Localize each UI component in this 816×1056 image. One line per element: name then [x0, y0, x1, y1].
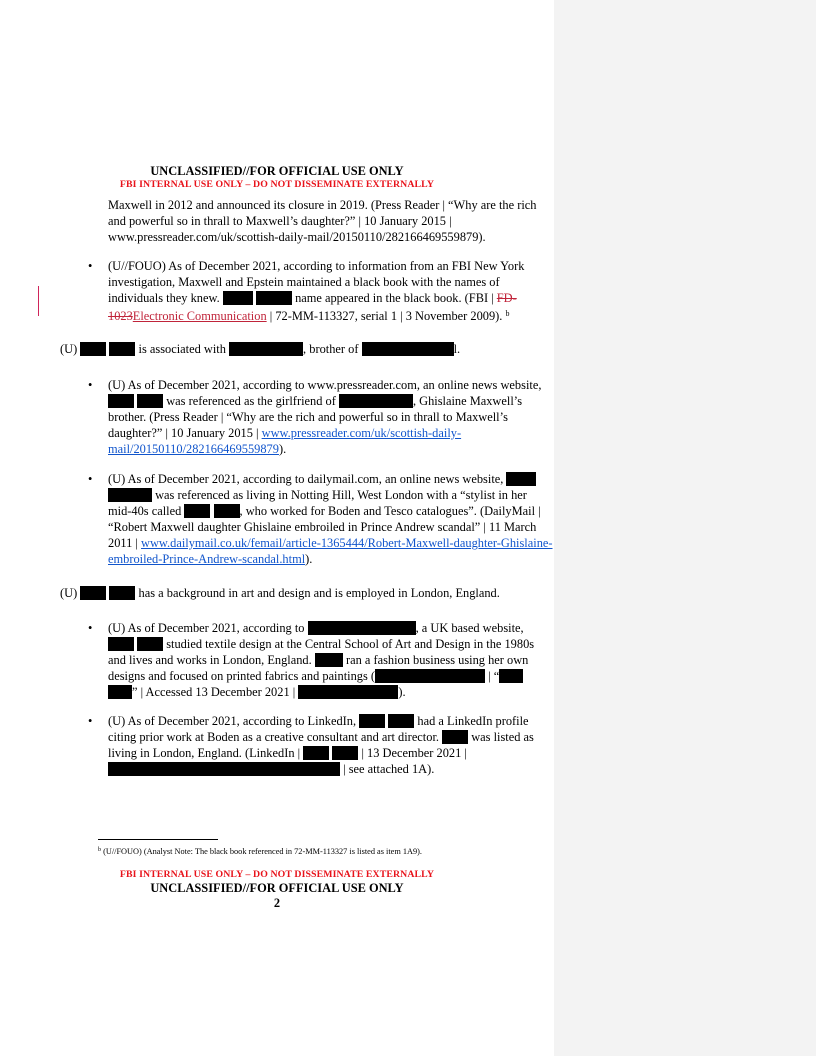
- bullet2-line: [108, 393, 522, 409]
- bullet1-line: [108, 290, 517, 306]
- bullet2-line: brother. (Press Reader | “Why are the rich and powerful so in thrall to Maxwell’s: [108, 410, 508, 424]
- redaction-block: [214, 504, 240, 518]
- redaction-block: [109, 342, 135, 356]
- bullet3-line: [108, 551, 312, 567]
- section1-heading: [60, 341, 460, 357]
- bullet5-text: | see attached 1A).: [343, 762, 435, 776]
- bullet3-text: 2011 |: [108, 536, 138, 550]
- bullet1-line: investigation, Maxwell and Epstein maintained a black book with the names of: [108, 275, 500, 289]
- bullet4-text: studied textile design at the Central School of Art and Design in the 1980s: [166, 637, 535, 651]
- section1-text: is associated with: [138, 342, 226, 356]
- bullet3-line: [108, 503, 541, 519]
- bullet2-text: ).: [278, 442, 287, 456]
- bullet3-line: “Robert Maxwell daughter Ghislaine embroiled in Prince Andrew scandal” | 11 March: [108, 520, 537, 534]
- redaction-block: [137, 637, 163, 651]
- bullet1-line: (U//FOUO) As of December 2021, according to information from an FBI New York: [108, 259, 525, 273]
- pressreader-link[interactable]: mail/20150110/282166469559879: [108, 442, 279, 456]
- redaction-block: [137, 394, 163, 408]
- bullet5-line: [108, 729, 534, 745]
- page-number: 2: [273, 896, 281, 910]
- redaction-block: [108, 685, 132, 699]
- tracked-deletion: FD-: [496, 291, 517, 305]
- section2-heading: [60, 585, 500, 601]
- bullet-marker: •: [88, 621, 93, 635]
- comments-pane-background: [554, 0, 816, 1056]
- bullet5-line: [108, 745, 467, 761]
- redaction-block: [315, 653, 343, 667]
- bullet3-text: , who worked for Boden and Tesco catalogues”. (DailyMail |: [239, 504, 541, 518]
- footnote-separator: [98, 839, 218, 840]
- bullet2-text: daughter?” | 10 January 2015 |: [108, 426, 259, 440]
- redaction-block: [108, 762, 340, 776]
- bullet4-text: , a UK based website,: [415, 621, 524, 635]
- footnote-reference[interactable]: b: [505, 309, 510, 318]
- bullet5-text: (U) As of December 2021, according to LinkedIn,: [108, 714, 357, 728]
- bullet2-line: (U) As of December 2021, according to www.pressreader.com, an online news website,: [108, 378, 542, 392]
- bullet4-line: [108, 620, 524, 636]
- redaction-block: [298, 685, 398, 699]
- bullet-marker: •: [88, 472, 93, 486]
- redaction-block: [339, 394, 413, 408]
- bullet1-text: | 72-MM-113327, serial 1 | 3 November 2009).: [269, 309, 503, 323]
- bullet3-line: [108, 471, 536, 487]
- redaction-block: [359, 714, 385, 728]
- bullet4-line: [108, 684, 406, 700]
- redaction-block: [332, 746, 358, 760]
- redaction-block: [499, 669, 523, 683]
- redaction-block: [388, 714, 414, 728]
- bullet5-text: had a LinkedIn profile: [417, 714, 529, 728]
- dailymail-link[interactable]: embroiled-Prince-Andrew-scandal.html: [108, 552, 306, 566]
- bullet4-text: | “: [488, 669, 500, 683]
- footnote-marker: b: [98, 847, 101, 853]
- footer-classification: UNCLASSIFIED//FOR OFFICIAL USE ONLY: [150, 881, 404, 895]
- redaction-block: [108, 394, 134, 408]
- redaction-block: [184, 504, 210, 518]
- bullet2-text: , Ghislaine Maxwell’s: [412, 394, 523, 408]
- section-prefix: (U): [60, 342, 78, 356]
- redaction-block: [506, 472, 536, 486]
- redaction-block: [362, 342, 454, 356]
- bullet4-line: [108, 636, 534, 652]
- tracked-deletion: 1023: [108, 309, 133, 323]
- footnote-text: (U//FOUO) (Analyst Note: The black book referenced in 72-MM-113327 is listed as item 1A9).: [103, 847, 422, 856]
- section2-text: has a background in art and design and is employed in London, England.: [138, 586, 500, 600]
- bullet-marker: •: [88, 378, 93, 392]
- bullet4-text: ).: [398, 685, 406, 699]
- bullet4-text: (U) As of December 2021, according to: [108, 621, 305, 635]
- redaction-block: [109, 586, 135, 600]
- footer-dissemination: FBI INTERNAL USE ONLY – DO NOT DISSEMINATE EXTERNALLY: [119, 869, 435, 880]
- footnote: [98, 847, 422, 856]
- bullet5-text: was listed as: [471, 730, 534, 744]
- redaction-block: [80, 342, 106, 356]
- bullet2-line: [108, 425, 461, 441]
- bullet2-text: was referenced as the girlfriend of: [166, 394, 336, 408]
- redaction-block: [303, 746, 329, 760]
- redaction-block: [223, 291, 253, 305]
- bullet3-line: [108, 535, 553, 551]
- tracked-insertion: Electronic Communication: [132, 309, 267, 323]
- comments-pane[interactable]: [554, 0, 816, 1056]
- bullet5-line: [108, 761, 434, 777]
- bullet5-line: [108, 713, 529, 729]
- continuation-line: Maxwell in 2012 and announced its closure in 2019. (Press Reader | “Why are the rich: [108, 198, 537, 212]
- header-classification: UNCLASSIFIED//FOR OFFICIAL USE ONLY: [150, 164, 404, 178]
- bullet3-text: ).: [305, 552, 313, 566]
- bullet5-text: | 13 December 2021 |: [361, 746, 467, 760]
- redaction-block: [256, 291, 292, 305]
- header-dissemination: FBI INTERNAL USE ONLY – DO NOT DISSEMINATE EXTERNALLY: [119, 179, 435, 190]
- bullet4-text: designs and focused on printed fabrics and paintings (: [108, 669, 376, 683]
- bullet4-line: [108, 652, 528, 668]
- continuation-line: www.pressreader.com/uk/scottish-daily-mail/20150110/282166469559879).: [108, 230, 486, 244]
- section1-text: , brother of: [303, 342, 359, 356]
- bullet4-text: and lives and works in London, England.: [108, 653, 312, 667]
- bullet5-text: living in London, England. (LinkedIn |: [108, 746, 301, 760]
- section1-text: l.: [453, 342, 461, 356]
- bullet4-line: [108, 668, 523, 684]
- redaction-block: [108, 488, 152, 502]
- redaction-block: [375, 669, 485, 683]
- bullet3-line: [108, 487, 527, 503]
- section-prefix: (U): [60, 586, 78, 600]
- redaction-block: [108, 637, 134, 651]
- bullet-marker: •: [88, 259, 93, 273]
- redaction-block: [308, 621, 416, 635]
- redaction-block: [229, 342, 303, 356]
- continuation-line: and powerful so in thrall to Maxwell’s daughter?” | 10 January 2015 |: [108, 214, 452, 228]
- bullet3-text: was referenced as living in Notting Hill, West London with a “stylist in her: [155, 488, 527, 502]
- bullet5-text: citing prior work at Boden as a creative consultant and art director.: [108, 730, 439, 744]
- pressreader-link[interactable]: www.pressreader.com/uk/scottish-daily-: [261, 426, 462, 440]
- bullet1-text: individuals they knew.: [108, 291, 220, 305]
- bullet-marker: •: [88, 714, 93, 728]
- track-change-bar: [38, 286, 39, 316]
- redaction-block: [442, 730, 468, 744]
- bullet4-text: ” | Accessed 13 December 2021 |: [132, 685, 296, 699]
- redaction-block: [80, 586, 106, 600]
- bullet2-line: [108, 441, 286, 457]
- bullet1-line: [108, 306, 510, 324]
- bullet3-text: mid-40s called: [108, 504, 182, 518]
- bullet1-text: name appeared in the black book. (FBI |: [295, 291, 494, 305]
- bullet3-text: (U) As of December 2021, according to dailymail.com, an online news website,: [108, 472, 504, 486]
- bullet4-text: ran a fashion business using her own: [345, 653, 529, 667]
- dailymail-link[interactable]: www.dailymail.co.uk/femail/article-1365444/Robert-Maxwell-daughter-Ghislaine-: [141, 536, 553, 550]
